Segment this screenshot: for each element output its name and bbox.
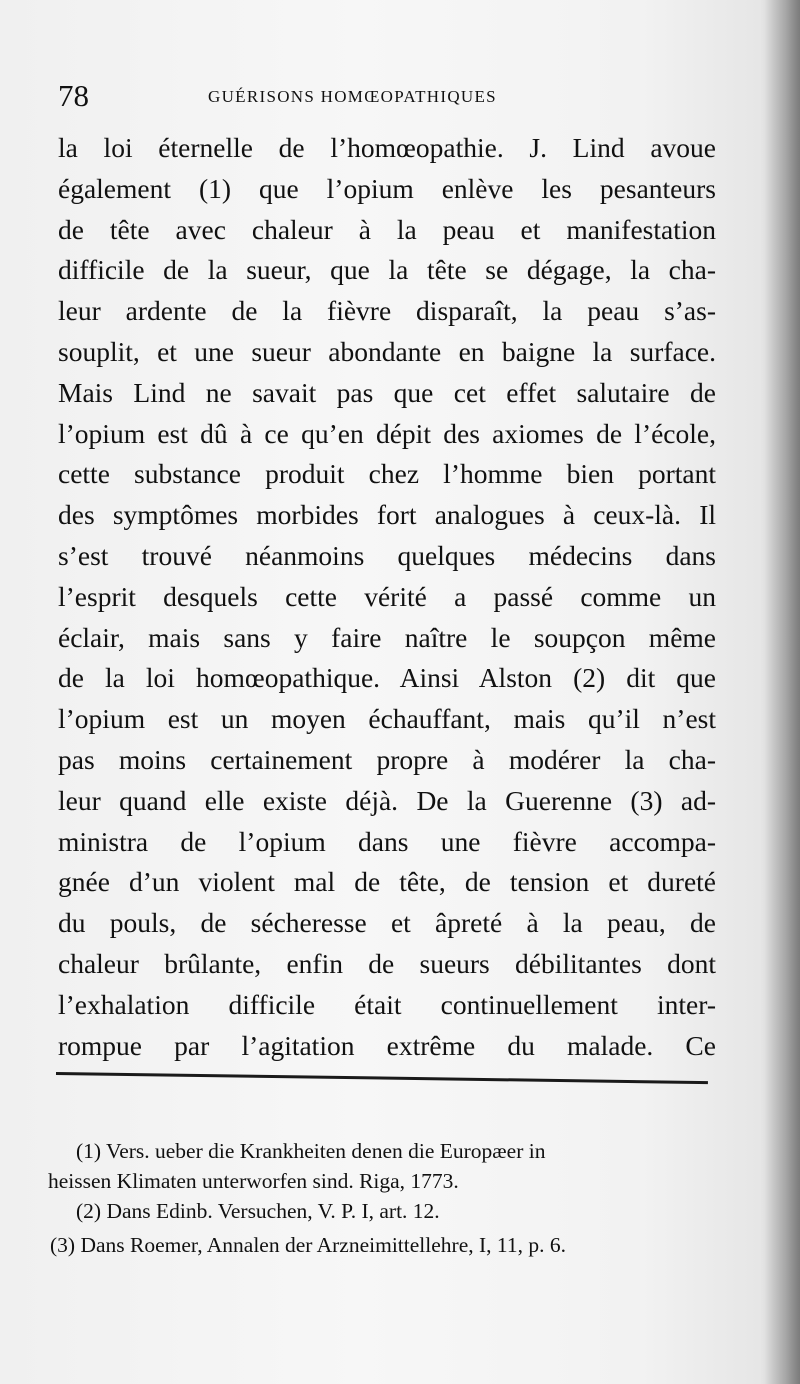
text-line: cette substance produit chez l’homme bien portant [58,458,716,490]
text-line: de la loi homœopathique. Ainsi Alston (2) dit que [58,662,716,694]
text-line: du pouls, de sécheresse et âpreté à la peau, de [58,907,716,939]
text-line: rompue par l’agitation extrême du malade. Ce [58,1029,716,1061]
text-line: souplit, et une sueur abondante en baigne la surface. [58,335,716,367]
page-edge-shadow [764,0,800,1384]
text-line: difficile de la sueur, que la tête se dégage, la cha- [58,254,716,286]
text-line: l’exhalation difficile était continuellement inter- [58,988,716,1020]
text-line: pas moins certainement propre à modérer la cha- [58,743,716,775]
text-line: s’est trouvé néanmoins quelques médecins dans [58,539,716,571]
text-line: également (1) que l’opium enlève les pesanteurs [58,172,716,204]
text-line: chaleur brûlante, enfin de sueurs débilitantes dont [58,947,716,979]
text-line: éclair, mais sans y faire naître le soupçon même [58,621,716,653]
running-head: GUÉRISONS HOMŒOPATHIQUES [208,87,497,106]
page-header [58,76,718,120]
footnote-divider [56,1072,708,1084]
text-line: de tête avec chaleur à la peau et manifestation [58,213,716,245]
footnote-3: (3) Dans Roemer, Annalen der Arzneimittellehre, I, 11, p. 6. [50,1233,566,1257]
text-line: leur quand elle existe déjà. De la Guerenne (3) ad- [58,784,716,816]
footnote-1-continuation: heissen Klimaten unterworfen sind. Riga, 1773. [48,1169,459,1193]
body-text [58,128,716,1066]
text-line: gnée d’un violent mal de tête, de tension et dureté [58,866,716,898]
footnote-1: (1) Vers. ueber die Krankheiten denen die Europæer in [76,1139,546,1163]
text-line: des symptômes morbides fort analogues à ceux-là. Il [58,499,716,531]
footnote-2: (2) Dans Edinb. Versuchen, V. P. I, art. 12. [76,1199,440,1223]
text-line: Mais Lind ne savait pas que cet effet salutaire de [58,376,716,408]
text-line: la loi éternelle de l’homœopathie. J. Lind avoue [58,132,716,163]
footnotes [48,1136,708,1260]
text-line: l’esprit desquels cette vérité a passé comme un [58,580,716,612]
page-number: 78 [58,78,89,113]
text-line: leur ardente de la fièvre disparaît, la peau s’as- [58,295,716,327]
text-line: l’opium est un moyen échauffant, mais qu’il n’est [58,703,716,735]
text-line: l’opium est dû à ce qu’en dépit des axiomes de l’école, [58,417,716,449]
text-line: ministra de l’opium dans une fièvre accompa- [58,825,716,857]
